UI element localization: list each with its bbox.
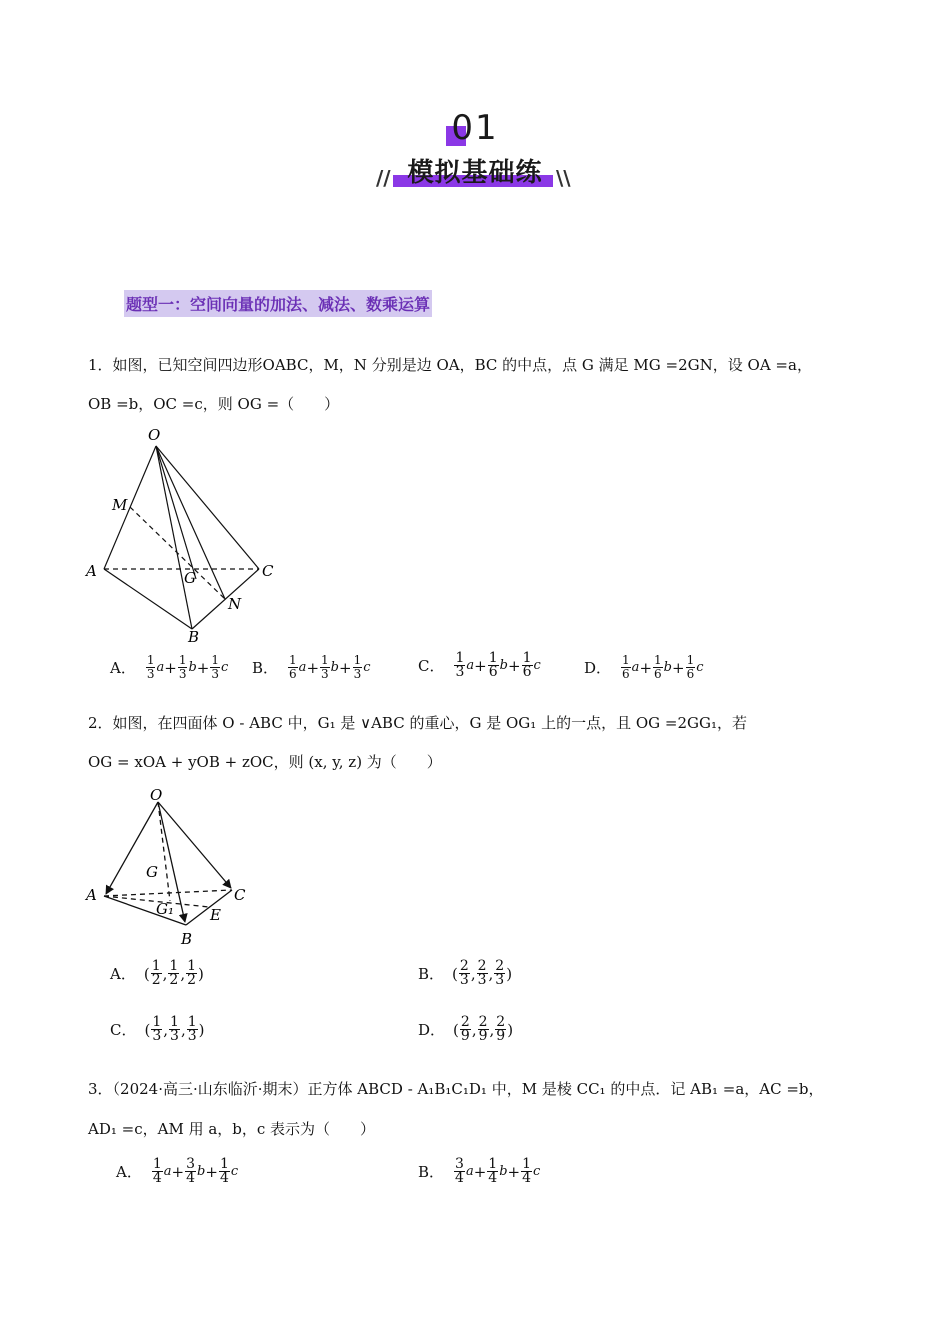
q2-option-b-label: B． — [418, 965, 445, 983]
frac: 2 — [495, 958, 505, 974]
frac-den: 9 — [460, 1028, 470, 1044]
q1-stem-line2: OB =b，OC =c，则 OG =（ ） — [88, 395, 340, 413]
vec-b: b — [499, 1164, 508, 1179]
frac: 3 — [186, 1156, 196, 1172]
vec-b: b — [197, 1164, 206, 1179]
frac: 1 — [178, 653, 187, 667]
section-heading: 题型一：空间向量的加法、减法、数乘运算 — [124, 290, 432, 317]
frac: 1 — [321, 653, 329, 667]
frac: 1 — [219, 1156, 229, 1172]
vec-b: b — [330, 660, 339, 675]
q3-option-b[interactable]: B． $\frac{3}{4}$ a + $\frac{1}{4}$ b + $\frac{1}{4}$ c — [418, 1156, 541, 1186]
q3-stem-line1: 3．（2024·高三·山东临沂·期末）正方体 ABCD - A₁B₁C₁D₁ 中，M 是棱 CC₁ 的中点．记 AB₁ =a，AC =b， — [88, 1080, 824, 1098]
q2-label-o: O — [150, 786, 163, 804]
q2-option-b[interactable]: B． ( $\frac{2}{3}$ , $\frac{2}{3}$ , $\frac{2}{3}$ ) — [418, 958, 513, 988]
frac-den: 6 — [654, 667, 662, 681]
vec-c: c — [696, 660, 704, 675]
q2-label-b: B — [181, 930, 193, 948]
frac: 1 — [289, 653, 297, 667]
q2-option-c-label: C． — [110, 1021, 137, 1039]
q2-option-d[interactable]: D． ( $\frac{2}{9}$ , $\frac{2}{9}$ , $\frac{2}{9}$ ) — [418, 1014, 514, 1044]
frac-den: 3 — [211, 667, 220, 681]
vec-c: c — [363, 660, 371, 675]
frac-den: 4 — [455, 1170, 464, 1186]
q1-stem-line1: 1．如图，已知空间四边形OABC，M，N 分别是边 OA，BC 的中点，点 G 满足 MG =2GN，设 OA =a， — [88, 356, 812, 374]
q3-option-b-label: B． — [418, 1163, 445, 1181]
vec-c: c — [533, 658, 541, 673]
frac: 2 — [459, 958, 469, 974]
vec-c: c — [230, 1164, 239, 1179]
q2-stem-line2: OG = xOA + yOB + zOC，则 (x, y, z) 为（ ） — [88, 753, 442, 771]
q2-tetrahedron-figure — [84, 784, 264, 950]
frac-den: 4 — [488, 1170, 498, 1186]
frac: 1 — [152, 1014, 162, 1030]
q1-label-o: O — [148, 426, 161, 444]
frac: 1 — [146, 653, 155, 667]
q1-label-a: A — [86, 562, 97, 580]
q3-option-a[interactable]: A． $\frac{1}{4}$ a + $\frac{3}{4}$ b + $\frac{1}{4}$ c — [116, 1156, 239, 1186]
vec-c: c — [533, 1164, 541, 1179]
frac: 2 — [477, 958, 487, 974]
frac: 1 — [455, 650, 465, 666]
frac: 2 — [478, 1014, 488, 1030]
frac-den: 4 — [186, 1170, 196, 1186]
frac: 1 — [187, 958, 197, 974]
frac: 3 — [455, 1156, 464, 1172]
vec-c: c — [221, 660, 229, 675]
q2-option-c[interactable]: C． ( $\frac{1}{3}$ , $\frac{1}{3}$ , $\frac{1}{3}$ ) — [110, 1014, 205, 1044]
frac: 1 — [654, 653, 662, 667]
q2-stem-line1: 2．如图，在四面体 O - ABC 中，G₁ 是 ∨ABC 的重心，G 是 OG₁ 上的一点，且 OG =2GG₁，若 — [88, 714, 747, 732]
frac: 1 — [211, 653, 220, 667]
q2-option-a[interactable]: A． ( $\frac{1}{2}$ , $\frac{1}{2}$ , $\frac{1}{2}$ ) — [110, 958, 204, 988]
frac-den: 3 — [146, 667, 155, 681]
frac: 1 — [488, 650, 498, 666]
q1-label-c: C — [262, 562, 274, 580]
q2-label-c: C — [234, 886, 246, 904]
q2-label-g1: G₁ — [156, 900, 174, 918]
q2-option-a-label: A． — [110, 965, 136, 983]
q1-label-b: B — [188, 628, 200, 646]
vec-a: a — [466, 658, 475, 673]
frac-den: 3 — [170, 1028, 179, 1044]
frac: 1 — [169, 958, 179, 974]
frac-den: 2 — [169, 972, 179, 988]
frac-den: 6 — [622, 667, 630, 681]
q1-label-g: G — [184, 569, 196, 587]
frac-den: 3 — [178, 667, 187, 681]
frac-den: 3 — [353, 667, 362, 681]
frac-den: 9 — [478, 1028, 488, 1044]
q1-option-b-label: B． — [252, 659, 279, 677]
vec-b: b — [663, 660, 672, 675]
vec-a: a — [465, 1164, 474, 1179]
q1-label-n: N — [228, 595, 242, 613]
left-slash-decoration: // — [376, 166, 391, 190]
frac-den: 4 — [219, 1170, 229, 1186]
frac: 1 — [522, 650, 532, 666]
frac-den: 3 — [455, 664, 465, 680]
q1-label-m: M — [112, 496, 128, 514]
frac: 1 — [187, 1014, 197, 1030]
frac-den: 3 — [152, 1028, 162, 1044]
frac-den: 6 — [488, 664, 498, 680]
q1-tetrahedron-figure — [84, 424, 284, 646]
vec-a: a — [298, 660, 307, 675]
q1-option-a[interactable]: A． $\frac{1}{3}$ a + $\frac{1}{3}$ b + $\frac{1}{3}$ c — [110, 653, 229, 681]
frac-den: 2 — [151, 972, 161, 988]
q1-option-b[interactable]: B． $\frac{1}{6}$ a + $\frac{1}{3}$ b + $\frac{1}{3}$ c — [252, 653, 371, 681]
frac-den: 3 — [495, 972, 505, 988]
vec-b: b — [499, 658, 508, 673]
vec-b: b — [188, 660, 197, 675]
page-title: 模拟基础练 — [407, 158, 543, 188]
frac-den: 9 — [496, 1028, 506, 1044]
q2-label-a: A — [86, 886, 97, 904]
frac: 1 — [152, 1156, 162, 1172]
section-number: 01 — [451, 108, 499, 148]
q2-label-g: G — [146, 863, 158, 881]
frac-den: 6 — [686, 667, 695, 681]
frac-den: 3 — [187, 1028, 197, 1044]
q1-option-c[interactable]: C． $\frac{1}{3}$ a + $\frac{1}{6}$ b + $\frac{1}{6}$ c — [418, 650, 541, 680]
q3-option-a-label: A． — [116, 1163, 142, 1181]
q1-option-d[interactable]: D． $\frac{1}{6}$ a + $\frac{1}{6}$ b + $\frac{1}{6}$ c — [584, 653, 704, 681]
frac-den: 4 — [522, 1170, 532, 1186]
q2-label-e: E — [210, 906, 221, 924]
frac-den: 3 — [477, 972, 487, 988]
frac-den: 3 — [321, 667, 329, 681]
frac-den: 3 — [459, 972, 469, 988]
vec-a: a — [631, 660, 640, 675]
frac: 1 — [488, 1156, 498, 1172]
right-slash-decoration: \\ — [556, 166, 571, 190]
q3-stem-line2: AD₁ =c，AM 用 a，b，c 表示为（ ） — [88, 1120, 376, 1138]
frac: 2 — [496, 1014, 506, 1030]
frac-den: 2 — [187, 972, 197, 988]
frac: 1 — [151, 958, 161, 974]
frac: 1 — [170, 1014, 179, 1030]
vec-a: a — [156, 660, 165, 675]
vec-a: a — [163, 1164, 172, 1179]
q1-option-c-label: C． — [418, 657, 445, 675]
frac: 1 — [522, 1156, 532, 1172]
q2-option-d-label: D． — [418, 1021, 446, 1039]
frac: 1 — [686, 653, 695, 667]
frac: 1 — [353, 653, 362, 667]
q1-option-d-label: D． — [584, 659, 612, 677]
frac-den: 4 — [152, 1170, 162, 1186]
frac: 2 — [460, 1014, 470, 1030]
frac-den: 6 — [289, 667, 297, 681]
q1-option-a-label: A． — [110, 659, 136, 677]
frac: 1 — [622, 653, 630, 667]
frac-den: 6 — [522, 664, 532, 680]
